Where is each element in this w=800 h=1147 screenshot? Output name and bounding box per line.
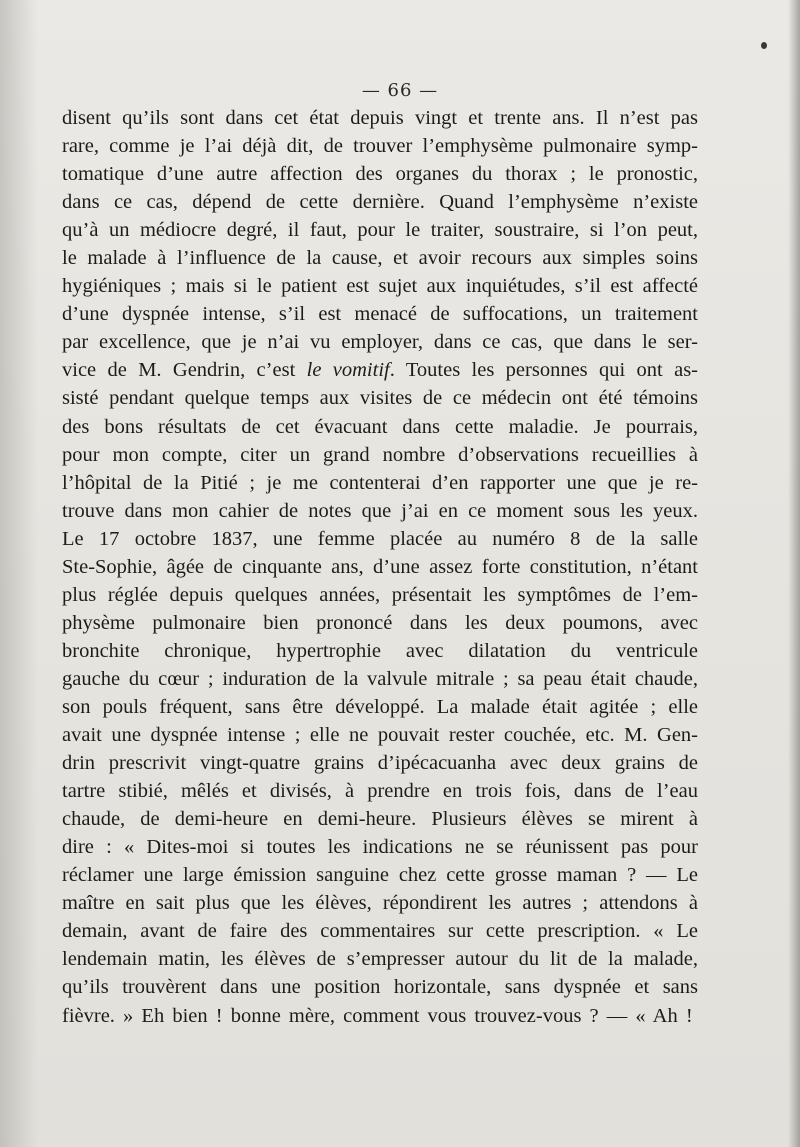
text-line: maître en sait plus que les élèves, répondirent les autres ; attendons à — [62, 892, 698, 915]
body-text — [62, 104, 698, 1030]
text-line: des bons résultats de cet évacuant dans cette maladie. Je pourrais, — [62, 415, 698, 438]
text-line: Ste-Sophie, âgée de cinquante ans, d’une assez forte constitution, n’étant — [62, 555, 698, 578]
text-line: l’hôpital de la Pitié ; je me contenterai d’en rapporter une que je re- — [62, 471, 698, 494]
text-line: le malade à l’influence de la cause, et avoir recours aux simples soins — [62, 247, 698, 270]
text-line: réclamer une large émission sanguine chez cette grosse maman ? — Le — [62, 864, 698, 887]
text-line: vice de M. Gendrin, c’est le vomitif. Toutes les personnes qui ont as- — [62, 359, 699, 382]
text-line: demain, avant de faire des commentaires sur cette prescription. « Le — [62, 920, 698, 943]
text-line: sisté pendant quelque temps aux visites de ce médecin ont été témoins — [62, 387, 698, 410]
text-line: avait une dyspnée intense ; elle ne pouvait rester couchée, etc. M. Gen- — [62, 724, 698, 747]
text-line: dans ce cas, dépend de cette dernière. Quand l’emphysème n’existe — [62, 191, 698, 214]
text-line: par excellence, que je n’ai vu employer, dans ce cas, que dans le ser- — [62, 331, 698, 354]
text-line: qu’ils trouvèrent dans une position horizontale, sans dyspnée et sans — [62, 976, 698, 999]
page-number: — 66 — — [361, 80, 439, 101]
text-line: lendemain matin, les élèves de s’empresser autour du lit de la malade, — [62, 948, 698, 971]
text-line: trouve dans mon cahier de notes que j’ai en ce moment sous les yeux. — [62, 499, 698, 522]
text-line: tartre stibié, mêlés et divisés, à prendre en trois fois, dans de l’eau — [62, 780, 698, 803]
text-line: gauche du cœur ; induration de la valvule mitrale ; sa peau était chaude, — [62, 667, 698, 690]
text-line: Le 17 octobre 1837, une femme placée au numéro 8 de la salle — [62, 527, 698, 550]
text-line: disent qu’ils sont dans cet état depuis vingt et trente ans. Il n’est pas — [62, 107, 698, 129]
text-line: qu’à un médiocre degré, il faut, pour le traiter, soustraire, si l’on peut, — [62, 219, 698, 242]
text-line: fièvre. » Eh bien ! bonne mère, comment vous trouvez-vous ? — « Ah ! — [62, 1004, 693, 1027]
text-line: son pouls fréquent, sans être développé. La malade était agitée ; elle — [62, 695, 698, 718]
text-line: d’une dyspnée intense, s’il est menacé de suffocations, un traitement — [62, 303, 698, 326]
text-line: chaude, de demi-heure en demi-heure. Plusieurs élèves se mirent à — [62, 808, 698, 831]
text-line: tomatique d’une autre affection des organes du thorax ; le pronostic, — [62, 163, 698, 186]
text-line: hygiéniques ; mais si le patient est sujet aux inquiétudes, s’il est affecté — [62, 275, 698, 298]
text-line: dire : « Dites-moi si toutes les indications ne se réunissent pas pour — [62, 836, 698, 859]
text-line: drin prescrivit vingt-quatre grains d’ipécacuanha avec deux grains de — [62, 752, 698, 775]
text-line: bronchite chronique, hypertrophie avec dilatation du ventricule — [62, 639, 698, 662]
ink-speck — [761, 42, 767, 49]
text-line: rare, comme je l’ai déjà dit, de trouver l’emphysème pulmonaire symp- — [62, 135, 698, 158]
text-line: pour mon compte, citer un grand nombre d’observations recueillies à — [62, 443, 698, 466]
text-line: plus réglée depuis quelques années, présentait les symptômes de l’em- — [62, 583, 698, 606]
text-line: physème pulmonaire bien prononcé dans les deux poumons, avec — [62, 611, 698, 634]
